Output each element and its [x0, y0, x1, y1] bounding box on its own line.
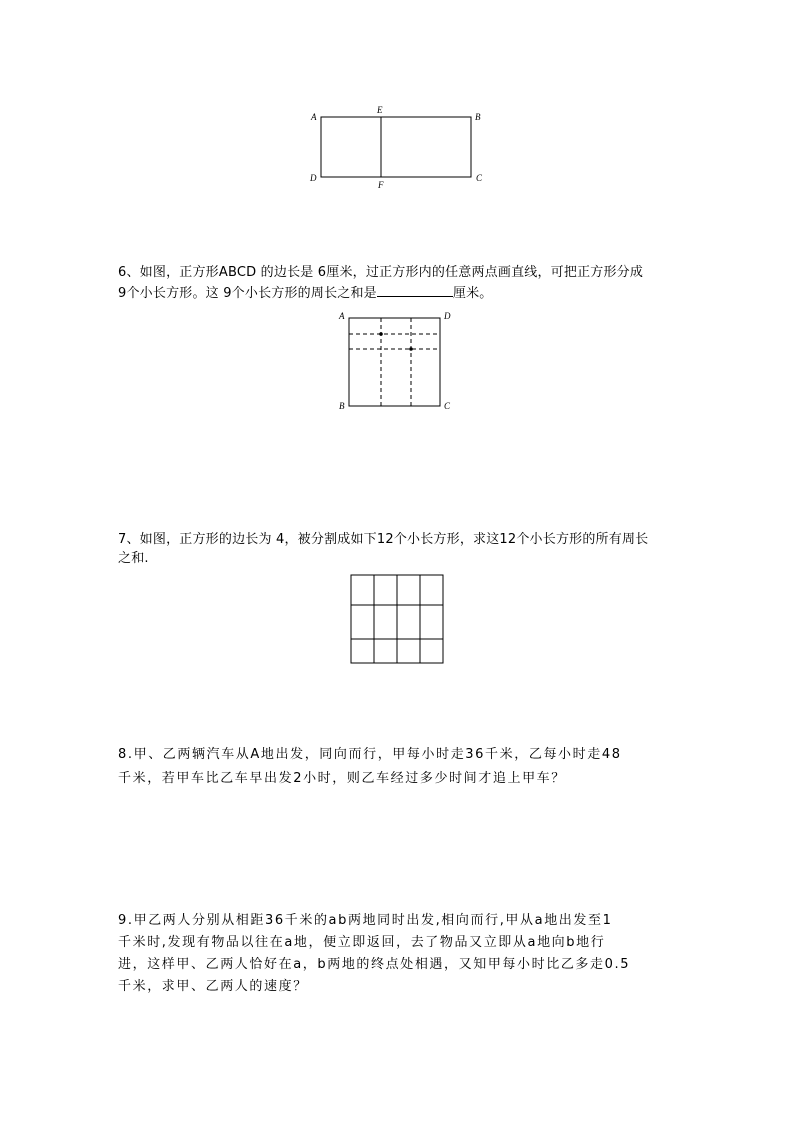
outer-rectangle — [321, 117, 471, 177]
label-a: A — [311, 112, 317, 122]
answer-blank — [377, 283, 453, 297]
q6-line-2 — [118, 283, 492, 303]
square-figure-svg — [335, 305, 460, 415]
label-b: B — [339, 401, 345, 411]
outer-square — [349, 318, 440, 406]
q6-unit: 厘米。 — [452, 286, 493, 301]
q7-line-2: 之和. — [118, 551, 149, 566]
label-c: C — [476, 173, 483, 183]
q8-line-1: 8.甲、乙两辆汽车从A地出发，同向而行，甲每小时走36千米，乙每小时走48 — [118, 747, 622, 762]
label-c: C — [444, 401, 451, 411]
q9-line-4: 千米，求甲、乙两人的速度？ — [118, 979, 308, 994]
grid-figure-12-rectangles — [350, 574, 446, 666]
label-e: E — [377, 105, 383, 115]
rectangle-figure-abcd-ef — [300, 100, 500, 195]
label-f: F — [378, 180, 384, 190]
grid-figure-svg — [350, 574, 446, 666]
q9-line-2: 千米时,发现有物品以往在a地，便立即返回，去了物品又立即从a地向b地行 — [118, 935, 606, 950]
q9-line-3: 进，这样甲、乙两人恰好在a，b两地的终点处相遇，又知甲每小时比乙多走0.5 — [118, 957, 631, 972]
q6-line-2-text: 9个小长方形。这 9个小长方形的周长之和是 — [118, 286, 377, 301]
point-2 — [409, 347, 413, 351]
q8-line-2: 千米，若甲车比乙车早出发2小时，则乙车经过多少时间才追上甲车？ — [118, 771, 566, 786]
q7-line-1: 7、如图，正方形的边长为 4，被分割成如下12个小长方形，求这12个小长方形的所有周长 — [118, 532, 649, 547]
label-d: D — [310, 173, 317, 183]
label-b: B — [475, 112, 481, 122]
q9-line-1: 9.甲乙两人分别从相距36千米的ab两地同时出发,相向而行,甲从a地出发至1 — [118, 913, 613, 928]
rectangle-figure-svg — [300, 100, 500, 195]
square-figure-dashed — [335, 305, 460, 415]
label-d: D — [444, 311, 451, 321]
label-a: A — [339, 311, 345, 321]
q6-line-1: 6、如图，正方形ABCD 的边长是 6厘米，过正方形内的任意两点画直线，可把正方形分成 — [118, 265, 644, 280]
point-1 — [379, 332, 383, 336]
